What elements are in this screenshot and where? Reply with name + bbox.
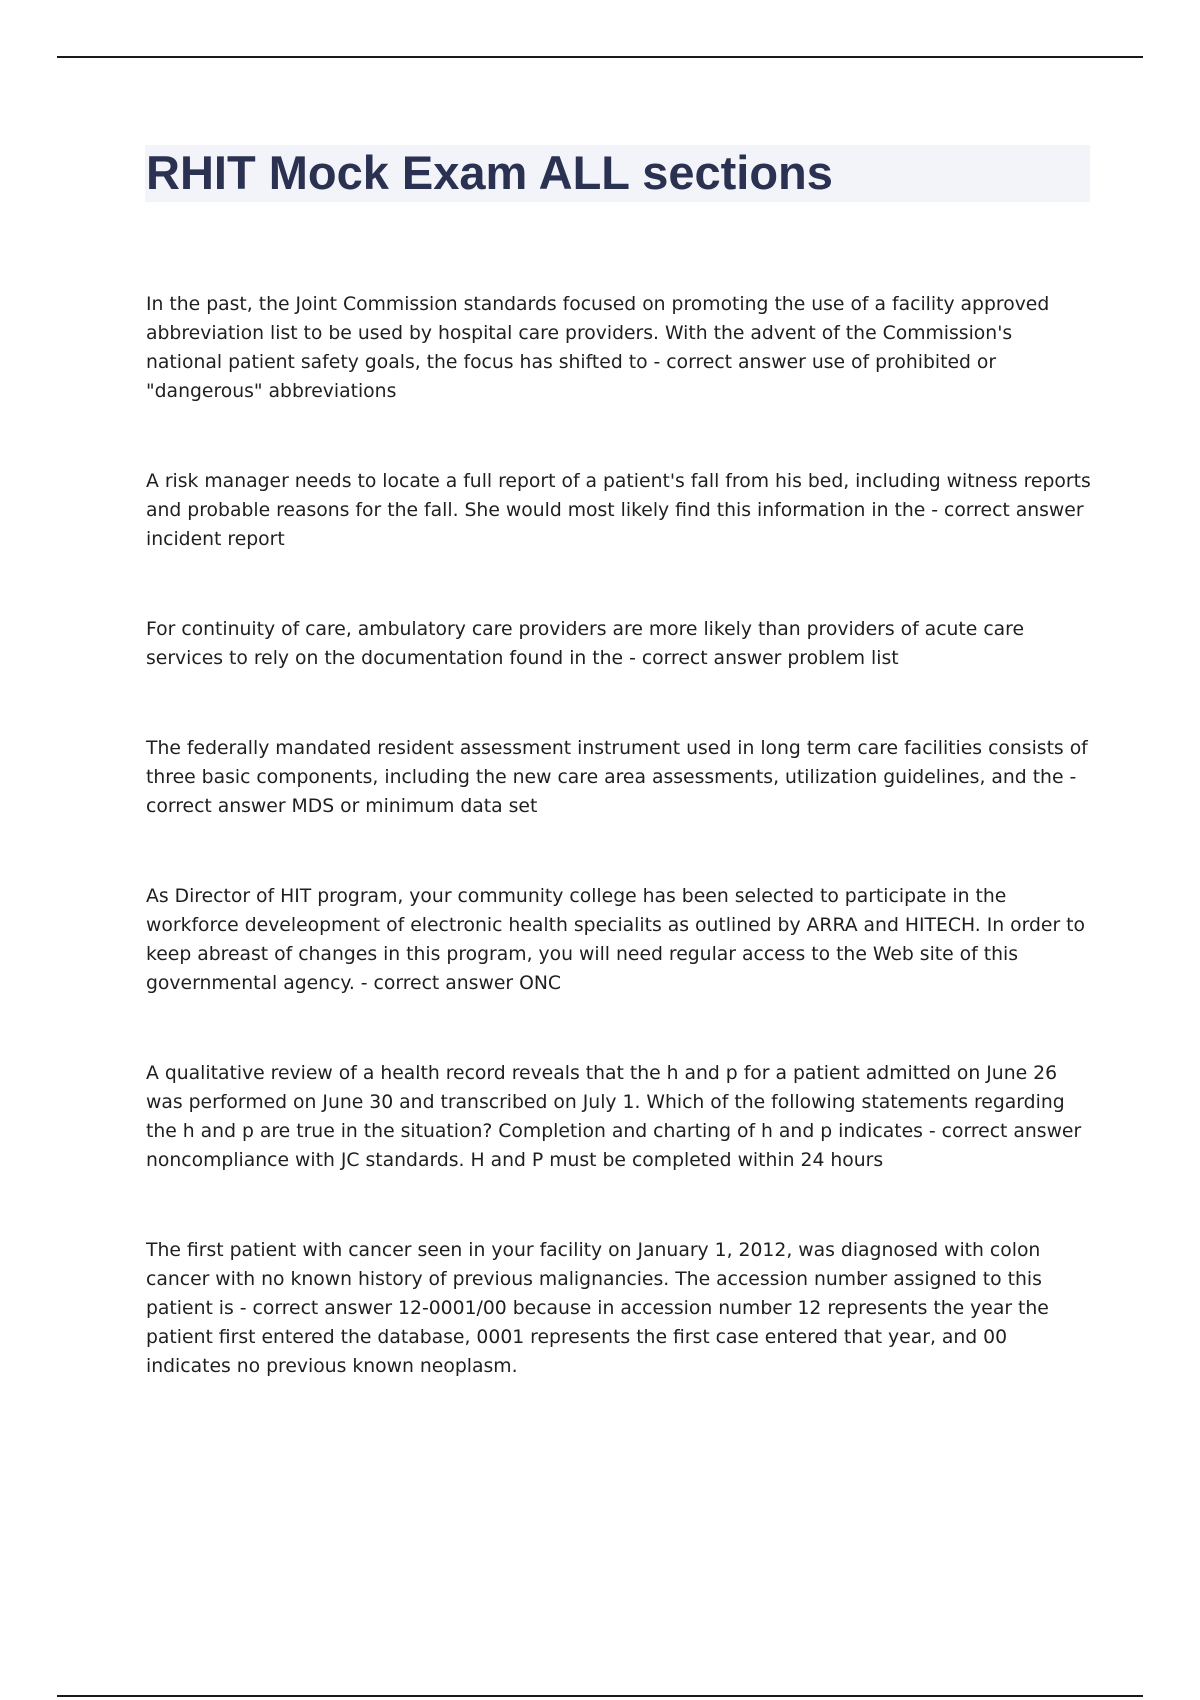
qa-item-4: The federally mandated resident assessment instrument used in long term care facilities consists of three basic components, including the new care area assessments, utilization guidelines, and the - correct answer MDS or minimum data set	[146, 738, 1088, 817]
qa-item-1: In the past, the Joint Commission standards focused on promoting the use of a facility approved abbreviation list to be used by hospital care providers. With the advent of the Commission's national patient safety goals, the focus has shifted to - correct answer use of prohibited or "dangerous" abbreviations	[146, 294, 1050, 402]
qa-item-6: A qualitative review of a health record reveals that the h and p for a patient admitted on June 26 was performed on June 30 and transcribed on July 1. Which of the following statements regarding the h and p are true in the situation? Completion and charting of h and p indicates - correct answer noncompliance with JC standards. H and P must be completed within 24 hours	[146, 1063, 1082, 1171]
qa-item-2: A risk manager needs to locate a full report of a patient's fall from his bed, including witness reports and probable reasons for the fall. She would most likely find this information in the - correct answer incident report	[146, 471, 1091, 550]
top-rule	[57, 56, 1143, 58]
qa-item-3: For continuity of care, ambulatory care providers are more likely than providers of acute care services to rely on the documentation found in the - correct answer problem list	[146, 619, 1025, 669]
qa-item-7: The first patient with cancer seen in your facility on January 1, 2012, was diagnosed with colon cancer with no known history of previous malignancies. The accession number assigned to this patient is - correct answer 12-0001/00 because in accession number 12 represents the year the patient first entered the database, 0001 represents the first case entered that year, and 00 indicates no previous known neoplasm.	[146, 1240, 1049, 1377]
qa-list	[146, 290, 1091, 1442]
page-title: RHIT Mock Exam ALL sections	[146, 146, 833, 199]
bottom-rule	[57, 1695, 1143, 1697]
qa-item-5: As Director of HIT program, your community college has been selected to participate in the workforce develeopment of electronic health specialits as outlined by ARRA and HITECH. In order to keep abreast of changes in this program, you will need regular access to the Web site of this governmental agency. - correct answer ONC	[146, 886, 1086, 994]
